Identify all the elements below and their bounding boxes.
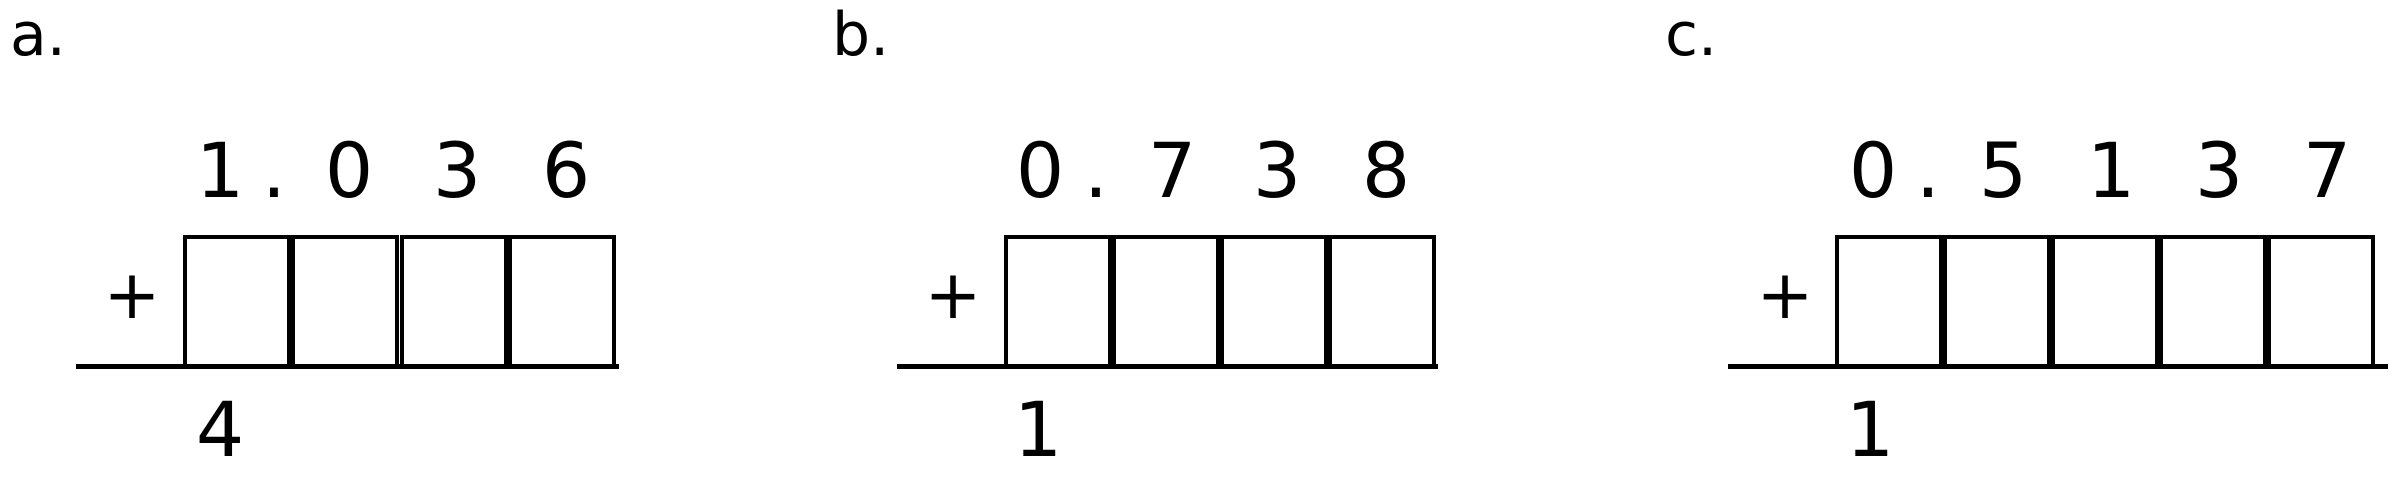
answer-box[interactable] [400,235,508,368]
sum-digit: 1 [1013,385,1063,474]
answer-box[interactable] [1220,235,1328,368]
addend-digit: 1 [2086,126,2136,215]
addend-digit: 5 [1978,126,2028,215]
problem-a [0,0,820,494]
plus-sign: + [103,256,161,335]
problem-c [1655,0,2400,494]
addend-digit: 1 [195,126,245,215]
problem-label: c. [1665,0,1718,70]
decimal-point: . [261,126,287,215]
problem-b [822,0,1642,494]
sum-digit: 1 [1845,385,1895,474]
sum-digit: 4 [195,385,245,474]
addend-digit: 3 [1252,126,1302,215]
addition-rule [897,364,1438,369]
plus-sign: + [924,256,982,335]
addend-digit: 3 [432,126,482,215]
addend-digit: 3 [2194,126,2244,215]
problem-label: b. [832,0,890,70]
answer-box[interactable] [2051,235,2159,368]
addend-digit: 0 [1848,126,1898,215]
answer-box[interactable] [1328,235,1436,368]
addition-rule [76,364,619,369]
answer-box[interactable] [291,235,399,368]
addition-rule [1728,364,2388,369]
answer-box[interactable] [2267,235,2375,368]
answer-box[interactable] [183,235,291,368]
addend-digit: 0 [324,126,374,215]
addend-digit: 0 [1015,126,1065,215]
decimal-point: . [1083,126,1109,215]
addend-digit: 8 [1361,126,1411,215]
plus-sign: + [1756,256,1814,335]
problem-label: a. [10,0,66,70]
addend-digit: 6 [541,126,591,215]
addend-digit: 7 [2302,126,2352,215]
answer-box[interactable] [1943,235,2051,368]
decimal-point: . [1915,126,1941,215]
answer-box[interactable] [508,235,616,368]
answer-box[interactable] [1835,235,1943,368]
answer-box[interactable] [1004,235,1112,368]
answer-box[interactable] [2159,235,2267,368]
addend-digit: 7 [1147,126,1197,215]
answer-box[interactable] [1112,235,1220,368]
